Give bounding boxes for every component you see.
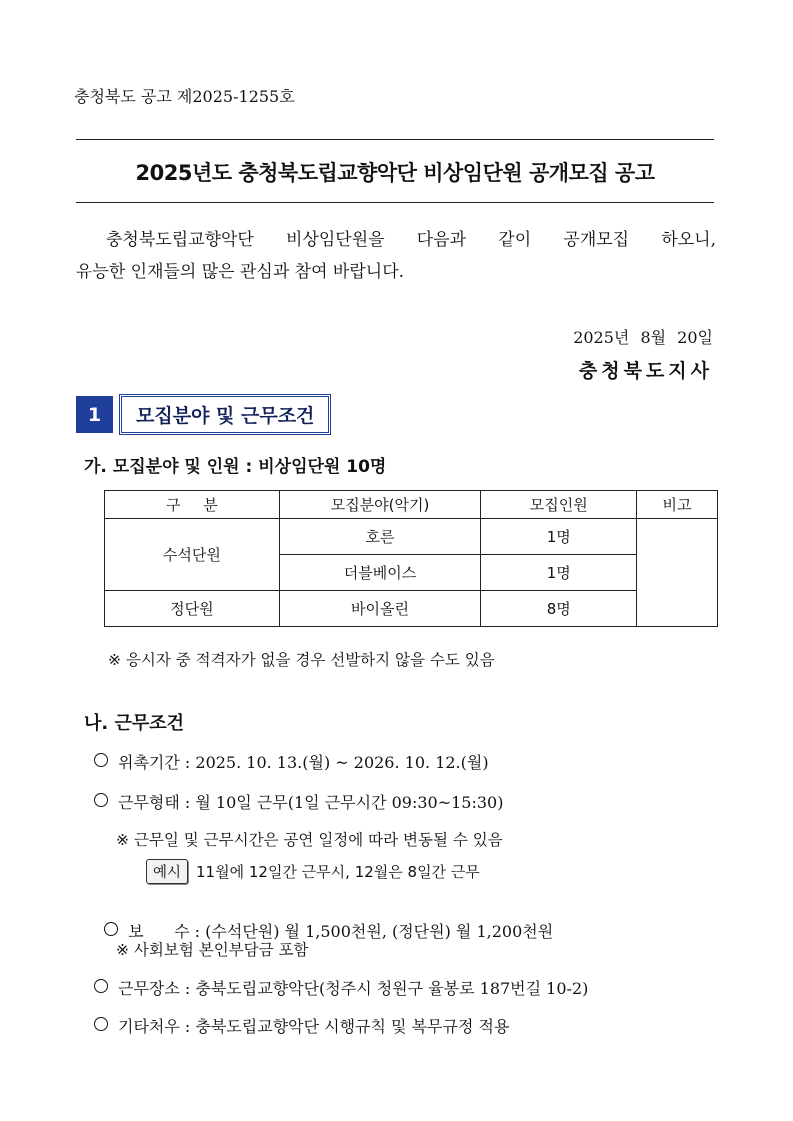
recruitment-table xyxy=(104,490,718,627)
condition-item: 위촉기간 : 2025. 10. 13.(월) ~ 2026. 10. 12.(월) xyxy=(94,750,489,773)
divider-top xyxy=(76,139,714,140)
subsection-b-title: 나. 근무조건 xyxy=(84,713,185,734)
pay-note: ※ 사회보험 본인부담금 포함 xyxy=(116,941,309,959)
intro-line-1: 충청북도립교향악단 비상임단원을 다음과 같이 공개모집 하오니, xyxy=(106,230,716,250)
issuer-organization: 충청북도지사 xyxy=(578,360,713,382)
circle-bullet-icon xyxy=(94,1017,108,1031)
circle-bullet-icon xyxy=(104,922,118,936)
condition-item: 근무형태 : 월 10일 근무(1일 근무시간 09:30~15:30) xyxy=(94,790,503,813)
table-header: 비고 xyxy=(637,491,718,519)
table-cell-field: 호른 xyxy=(279,519,481,555)
condition-item: 보 수 : (수석단원) 월 1,500천원, (정단원) 월 1,200천원 xyxy=(94,900,553,942)
notice-date: 2025년 8월 20일 xyxy=(573,328,713,347)
section-number-badge: 1 xyxy=(76,396,113,433)
work-note: ※ 근무일 및 근무시간은 공연 일정에 따라 변동될 수 있음 xyxy=(116,831,503,849)
subsection-a-title: 가. 모집분야 및 인원 : 비상임단원 10명 xyxy=(84,457,387,477)
intro-paragraph xyxy=(76,224,716,288)
table-cell-count: 1명 xyxy=(481,555,637,591)
notice-number: 충청북도 공고 제2025-1255호 xyxy=(74,87,295,106)
divider-title xyxy=(76,202,714,203)
table-cell-count: 8명 xyxy=(481,591,637,627)
table-row xyxy=(105,591,718,627)
table-cell-group: 정단원 xyxy=(105,591,280,627)
example-line xyxy=(146,859,480,884)
table-cell-field: 더블베이스 xyxy=(279,555,481,591)
page-title: 2025년도 충청북도립교향악단 비상임단원 공개모집 공고 xyxy=(135,161,655,185)
example-badge: 예시 xyxy=(146,859,188,884)
example-text: 11월에 12일간 근무시, 12월은 8일간 근무 xyxy=(196,863,480,881)
table-cell-remark xyxy=(637,519,718,627)
table-cell-field: 바이올린 xyxy=(279,591,481,627)
table-cell-group: 수석단원 xyxy=(105,519,280,591)
table-header: 모집분야(악기) xyxy=(279,491,481,519)
section-title: 모집분야 및 근무조건 xyxy=(121,396,329,433)
condition-item: 기타처우 : 충북도립교향악단 시행규칙 및 복무규정 적용 xyxy=(94,1014,509,1037)
table-note: ※ 응시자 중 적격자가 없을 경우 선발하지 않을 수도 있음 xyxy=(108,651,495,669)
circle-bullet-icon xyxy=(94,753,108,767)
intro-line-2: 유능한 인재들의 많은 관심과 참여 바랍니다. xyxy=(76,262,405,282)
table-header: 구 분 xyxy=(105,491,280,519)
circle-bullet-icon xyxy=(94,793,108,807)
table-cell-count: 1명 xyxy=(481,519,637,555)
table-row xyxy=(105,519,718,555)
condition-item: 근무장소 : 충북도립교향악단(청주시 청원구 율봉로 187번길 10-2) xyxy=(94,976,588,999)
table-header: 모집인원 xyxy=(481,491,637,519)
table-header-row xyxy=(105,491,718,519)
circle-bullet-icon xyxy=(94,979,108,993)
